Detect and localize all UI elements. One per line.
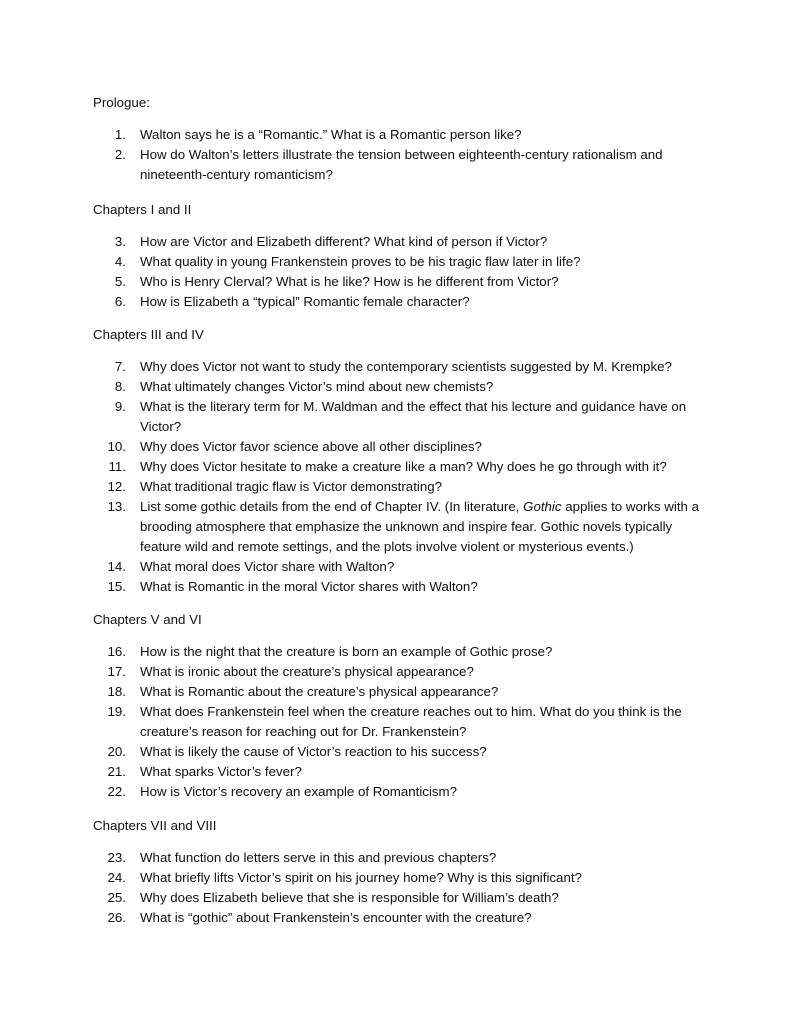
question-item: [93, 272, 713, 292]
question-line: Victor?: [140, 419, 182, 434]
question-line: brooding atmosphere that emphasize the unknown and inspire fear. Gothic novels typically: [140, 519, 673, 534]
question-number: 1.: [114, 127, 126, 142]
question-line: What briefly lifts Victor’s spirit on his journey home? Why is this significant?: [140, 870, 582, 885]
question-number: 6.: [114, 294, 126, 309]
question-number: 4.: [114, 254, 126, 269]
question-item: [93, 868, 713, 888]
question-line: What is likely the cause of Victor’s reaction to his success?: [140, 744, 487, 759]
question-text: [140, 662, 720, 682]
question-number: 19.: [107, 704, 126, 719]
question-item: [93, 908, 713, 928]
question-text: [140, 642, 720, 662]
question-line: What sparks Victor’s fever?: [140, 764, 302, 779]
question-number: 7.: [114, 359, 126, 374]
question-line: How do Walton’s letters illustrate the tension between eighteenth-century rationalism and: [140, 147, 663, 162]
question-text: [140, 497, 720, 557]
question-item: [93, 762, 713, 782]
question-text: [140, 125, 720, 145]
question-item: [93, 497, 713, 557]
question-line: Why does Victor hesitate to make a creature like a man? Why does he go through with it?: [140, 459, 667, 474]
question-text: [140, 357, 720, 377]
question-item: [93, 252, 713, 272]
question-line: creature’s reason for reaching out for Dr. Frankenstein?: [140, 724, 467, 739]
question-line: What function do letters serve in this and previous chapters?: [140, 850, 497, 865]
question-line: What is the literary term for M. Waldman and the effect that his lecture and guidance have on: [140, 399, 687, 414]
italic-term: Gothic: [523, 499, 562, 514]
question-number: 26.: [107, 910, 126, 925]
question-item: [93, 145, 713, 185]
question-text: [140, 702, 720, 742]
question-number: 5.: [114, 274, 126, 289]
question-item: [93, 682, 713, 702]
question-number: 20.: [107, 744, 126, 759]
question-line: What ultimately changes Victor’s mind about new chemists?: [140, 379, 494, 394]
question-item: [93, 292, 713, 312]
question-line: What is “gothic” about Frankenstein’s encounter with the creature?: [140, 910, 532, 925]
question-line: nineteenth-century romanticism?: [140, 167, 333, 182]
question-text: [140, 457, 720, 477]
question-number: 23.: [107, 850, 126, 865]
question-item: [93, 397, 713, 437]
question-number: 24.: [107, 870, 126, 885]
question-item: [93, 782, 713, 802]
question-text: [140, 742, 720, 762]
question-line: What quality in young Frankenstein proves to be his tragic flaw later in life?: [140, 254, 581, 269]
question-number: 18.: [107, 684, 126, 699]
question-line: What traditional tragic flaw is Victor demonstrating?: [140, 479, 443, 494]
question-number: 3.: [114, 234, 126, 249]
question-text: [140, 477, 720, 497]
question-text: [140, 397, 720, 437]
section-heading: Chapters V and VI: [93, 612, 202, 627]
question-item: [93, 437, 713, 457]
question-line: What does Frankenstein feel when the creature reaches out to him. What do you think is the: [140, 704, 682, 719]
question-text: [140, 762, 720, 782]
question-text: [140, 232, 720, 252]
question-item: [93, 477, 713, 497]
question-line: Why does Victor not want to study the contemporary scientists suggested by M. Krempke?: [140, 359, 672, 374]
question-number: 16.: [107, 644, 126, 659]
question-number: 21.: [107, 764, 126, 779]
question-number: 22.: [107, 784, 126, 799]
question-number: 10.: [107, 439, 126, 454]
question-line: How is the night that the creature is born an example of Gothic prose?: [140, 644, 553, 659]
question-line: What is Romantic in the moral Victor shares with Walton?: [140, 579, 478, 594]
question-text: [140, 888, 720, 908]
question-number: 9.: [114, 399, 126, 414]
question-line: What is ironic about the creature’s physical appearance?: [140, 664, 474, 679]
question-line: feature wild and remote settings, and the plots involve violent or mysterious events.): [140, 539, 634, 554]
question-item: [93, 662, 713, 682]
question-item: [93, 377, 713, 397]
question-line: How is Victor’s recovery an example of Romanticism?: [140, 784, 458, 799]
question-item: [93, 642, 713, 662]
question-line: Why does Elizabeth believe that she is responsible for William’s death?: [140, 890, 559, 905]
question-number: 14.: [107, 559, 126, 574]
question-item: [93, 742, 713, 762]
question-text: [140, 577, 720, 597]
question-number: 11.: [108, 459, 126, 474]
question-text: [140, 272, 720, 292]
question-number: 17.: [107, 664, 126, 679]
question-text: [140, 252, 720, 272]
question-line: Walton says he is a “Romantic.” What is a Romantic person like?: [140, 127, 522, 142]
question-item: [93, 125, 713, 145]
question-line: List some gothic details from the end of Chapter IV. (In literature, Gothic applies to works with a: [140, 499, 700, 514]
question-item: [93, 557, 713, 577]
question-item: [93, 357, 713, 377]
question-number: 2.: [114, 147, 126, 162]
question-line: Why does Victor favor science above all other disciplines?: [140, 439, 482, 454]
question-line: What moral does Victor share with Walton?: [140, 559, 395, 574]
question-item: [93, 888, 713, 908]
question-line: How is Elizabeth a “typical” Romantic female character?: [140, 294, 470, 309]
section-heading: Chapters III and IV: [93, 327, 204, 342]
question-number: 8.: [114, 379, 126, 394]
question-text: [140, 292, 720, 312]
question-number: 12.: [107, 479, 126, 494]
question-number: 25.: [107, 890, 126, 905]
question-line: How are Victor and Elizabeth different? What kind of person if Victor?: [140, 234, 548, 249]
question-text: [140, 557, 720, 577]
question-text: [140, 848, 720, 868]
section-heading: Chapters VII and VIII: [93, 818, 217, 833]
question-text: [140, 682, 720, 702]
question-text: [140, 145, 720, 185]
question-text: [140, 908, 720, 928]
question-item: [93, 232, 713, 252]
question-item: [93, 848, 713, 868]
question-line: What is Romantic about the creature’s physical appearance?: [140, 684, 499, 699]
question-number: 15.: [107, 579, 126, 594]
question-item: [93, 457, 713, 477]
question-text: [140, 868, 720, 888]
question-item: [93, 702, 713, 742]
question-item: [93, 577, 713, 597]
question-text: [140, 437, 720, 457]
question-number: 13.: [107, 499, 126, 514]
question-line: Who is Henry Clerval? What is he like? How is he different from Victor?: [140, 274, 559, 289]
section-heading: Prologue:: [93, 95, 150, 110]
section-heading: Chapters I and II: [93, 202, 192, 217]
question-text: [140, 377, 720, 397]
question-text: [140, 782, 720, 802]
